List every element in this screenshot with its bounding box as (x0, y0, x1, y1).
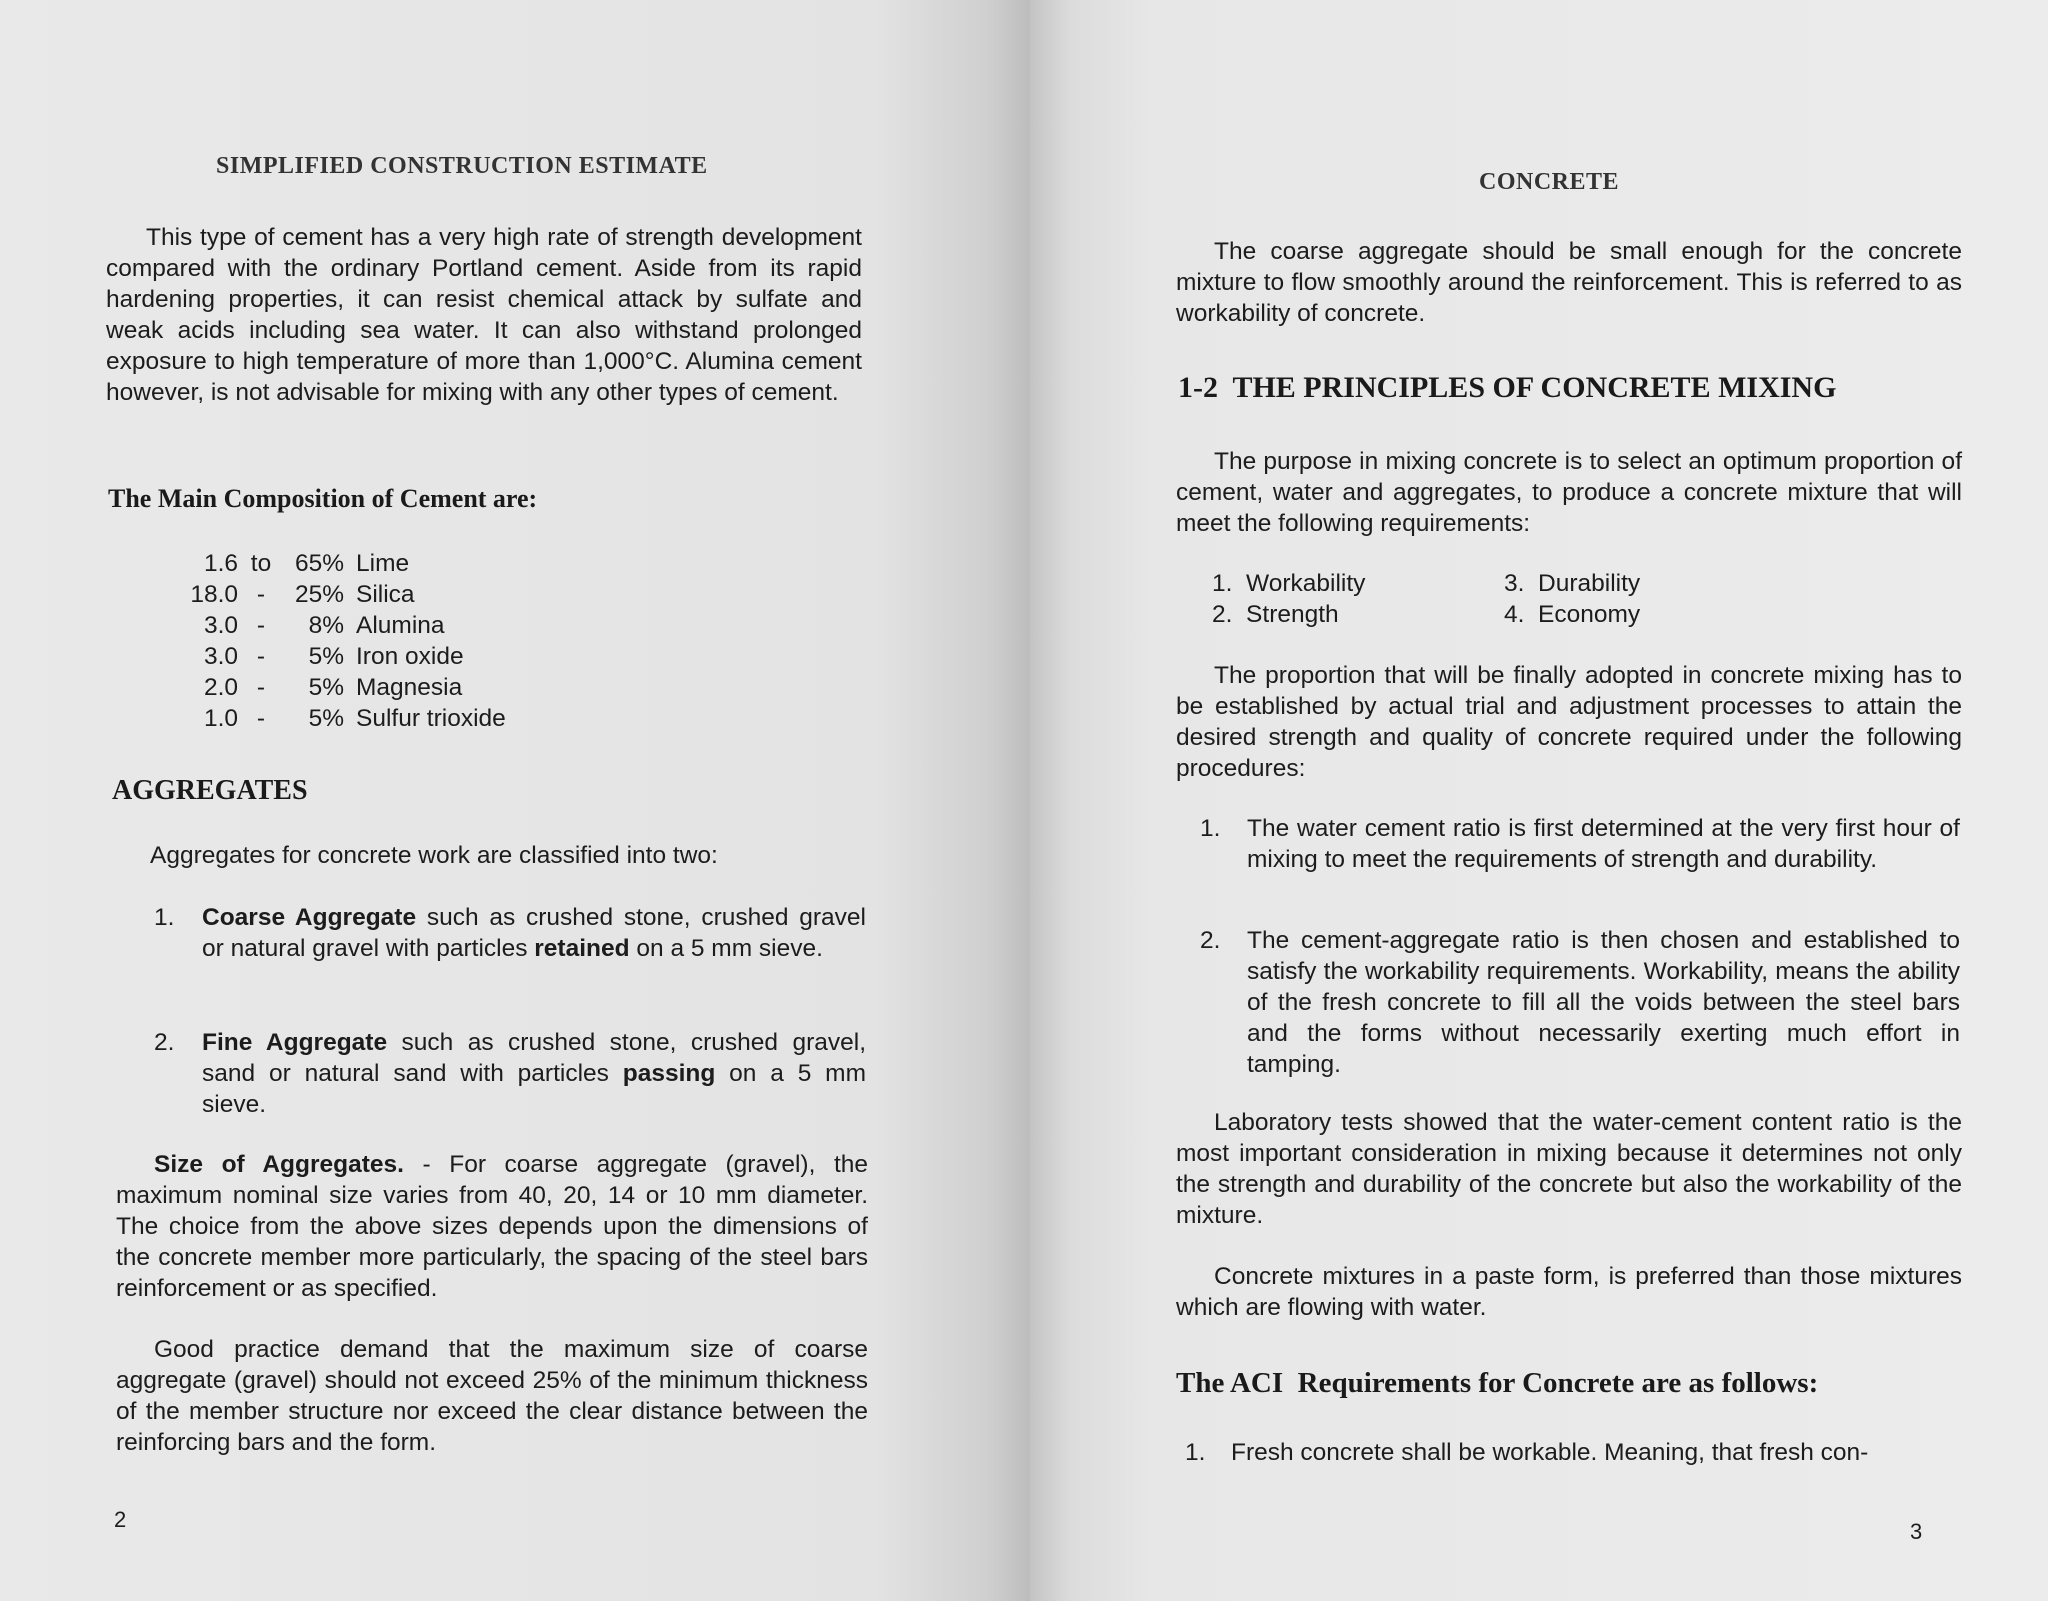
aggregates-intro: Aggregates for concrete work are classified into two: (150, 842, 718, 869)
composition-separator: - (256, 581, 266, 608)
requirement-item: 3. Durability (1504, 570, 1641, 597)
item-text: such as crushed stone, crushed gravel or natural gravel with particles (202, 904, 866, 962)
composition-to: 8% (308, 612, 344, 639)
intro-paragraph: This type of cement has a very high rate of strength development compared with the ordinary Portland cement. Aside from its rapid hardening properties, it can resist chemical attack by sulfate and weak acids including sea water. It can also withstand prolonged exposure to high temperature of more than 1,000°C. Alumina cement however, is not advisable for mixing with any other types of cement. (106, 224, 862, 406)
page-number-right: 3 (1910, 1519, 1923, 1544)
composition-name: Magnesia (356, 674, 463, 701)
composition-separator: - (256, 705, 266, 732)
list-number: 1. (154, 904, 175, 931)
workability-paragraph: The coarse aggregate should be small enough for the concrete mixture to flow smoothly around the reinforcement. This is referred to as workability of concrete. (1176, 238, 1962, 327)
item-text: on a 5 mm sieve. (629, 935, 823, 962)
aggregates-heading: AGGREGATES (112, 775, 308, 806)
list-number: 2. (154, 1029, 175, 1056)
page-number-left: 2 (114, 1507, 127, 1532)
requirement-item: 1. Workability (1212, 570, 1366, 597)
aci-item-text: Fresh concrete shall be workable. Meaning, that fresh con- (1231, 1439, 1869, 1466)
requirement-item: 4. Economy (1504, 601, 1641, 628)
aggregate-item-text (202, 902, 866, 964)
requirement-item: 2. Strength (1212, 601, 1339, 628)
composition-to: 25% (294, 581, 344, 608)
composition-from: 18.0 (190, 581, 238, 608)
composition-from: 2.0 (203, 674, 238, 701)
composition-name: Silica (356, 581, 415, 608)
good-practice-paragraph: Good practice demand that the maximum size of coarse aggregate (gravel) should not exceed 25% of the minimum thickness of the member structure nor exceed the clear distance between the reinforcing bars and the form. (116, 1336, 868, 1456)
composition-row (170, 703, 506, 734)
composition-row (170, 548, 506, 579)
composition-name: Sulfur trioxide (356, 705, 506, 732)
list-number: 1. (1200, 815, 1221, 842)
item-text: such as crushed stone, crushed gravel, sand or natural sand with particles (202, 1029, 867, 1087)
term: Fine Aggregate (202, 1029, 388, 1056)
composition-separator: - (256, 643, 266, 670)
composition-from: 3.0 (203, 612, 238, 639)
composition-row (170, 610, 506, 641)
composition-to: 5% (308, 674, 344, 701)
purpose-paragraph: The purpose in mixing concrete is to select an optimum proportion of cement, water and aggregates, to produce a concrete mixture that will meet the following requirements: (1176, 448, 1962, 537)
composition-row (170, 579, 506, 610)
aggregate-item-2 (154, 1027, 866, 1127)
proportion-paragraph: The proportion that will be finally adopted in concrete mixing has to be established by actual trial and adjustment processes to attain the desired strength and quality of concrete required under the following procedures: (1176, 662, 1962, 782)
procedure-text: The water cement ratio is first determined at the very first hour of mixing to meet the requirements of strength and durability. (1247, 815, 1960, 873)
composition-separator: - (256, 612, 266, 639)
aggregate-item-1 (154, 902, 866, 1002)
composition-to: 5% (308, 643, 344, 670)
term: Size of Aggregates. (154, 1151, 404, 1178)
composition-separator: - (256, 674, 266, 701)
paragraph-text: - For coarse aggregate (gravel), the maximum nominal size varies from 40, 20, 14 or 10 mm diameter. The choice from the above sizes depends upon the dimensions of the concrete member more particularly, the spacing of the steel bars reinforcement or as specified. (116, 1151, 868, 1302)
paste-form-paragraph: Concrete mixtures in a paste form, is preferred than those mixtures which are flowing with water. (1176, 1263, 1962, 1321)
laboratory-paragraph: Laboratory tests showed that the water-cement content ratio is the most important consideration in mixing because it determines not only the strength and durability of the concrete but also the workability of the mixture. (1176, 1109, 1962, 1229)
list-number: 1. (1185, 1439, 1206, 1466)
term: passing (622, 1060, 716, 1087)
composition-name: Alumina (356, 612, 445, 639)
requirements-col-1 (1212, 568, 1512, 630)
composition-to: 5% (308, 705, 344, 732)
composition-from: 1.0 (203, 705, 238, 732)
size-of-aggregates-paragraph (116, 1149, 868, 1304)
composition-table (170, 548, 506, 734)
procedure-item-1 (1200, 813, 1960, 909)
item-text: on a 5 mm sieve. (202, 1060, 866, 1118)
section-heading: 1-2 THE PRINCIPLES OF CONCRETE MIXING (1178, 371, 1837, 404)
running-head-right: CONCRETE (1479, 169, 1620, 195)
list-number: 2. (1200, 927, 1221, 954)
aci-heading: The ACI Requirements for Concrete are as follows: (1176, 1367, 1819, 1399)
composition-from: 1.6 (203, 550, 238, 577)
procedure-item-2 (1200, 925, 1960, 1085)
composition-to: 65% (294, 550, 344, 577)
composition-name: Lime (356, 550, 410, 577)
composition-heading: The Main Composition of Cement are: (108, 484, 538, 513)
requirements-col-2 (1504, 568, 1804, 630)
composition-row (170, 672, 506, 703)
composition-name: Iron oxide (356, 643, 464, 670)
composition-from: 3.0 (203, 643, 238, 670)
term: retained (534, 935, 630, 962)
running-head-left: SIMPLIFIED CONSTRUCTION ESTIMATE (216, 153, 708, 179)
requirements-list (1212, 568, 1812, 630)
procedure-text: The cement-aggregate ratio is then chosen and established to satisfy the workability requirements. Workability, means the ability of the fresh concrete to fill all the voids between the steel bars and the forms without necessarily exerting much effort in tamping. (1247, 927, 1960, 1078)
composition-separator: to (250, 550, 272, 577)
right-page (1030, 0, 2048, 1601)
aggregate-item-text (202, 1027, 866, 1120)
composition-row (170, 641, 506, 672)
aci-item-1 (1185, 1437, 1965, 1469)
term: Coarse Aggregate (202, 904, 417, 931)
